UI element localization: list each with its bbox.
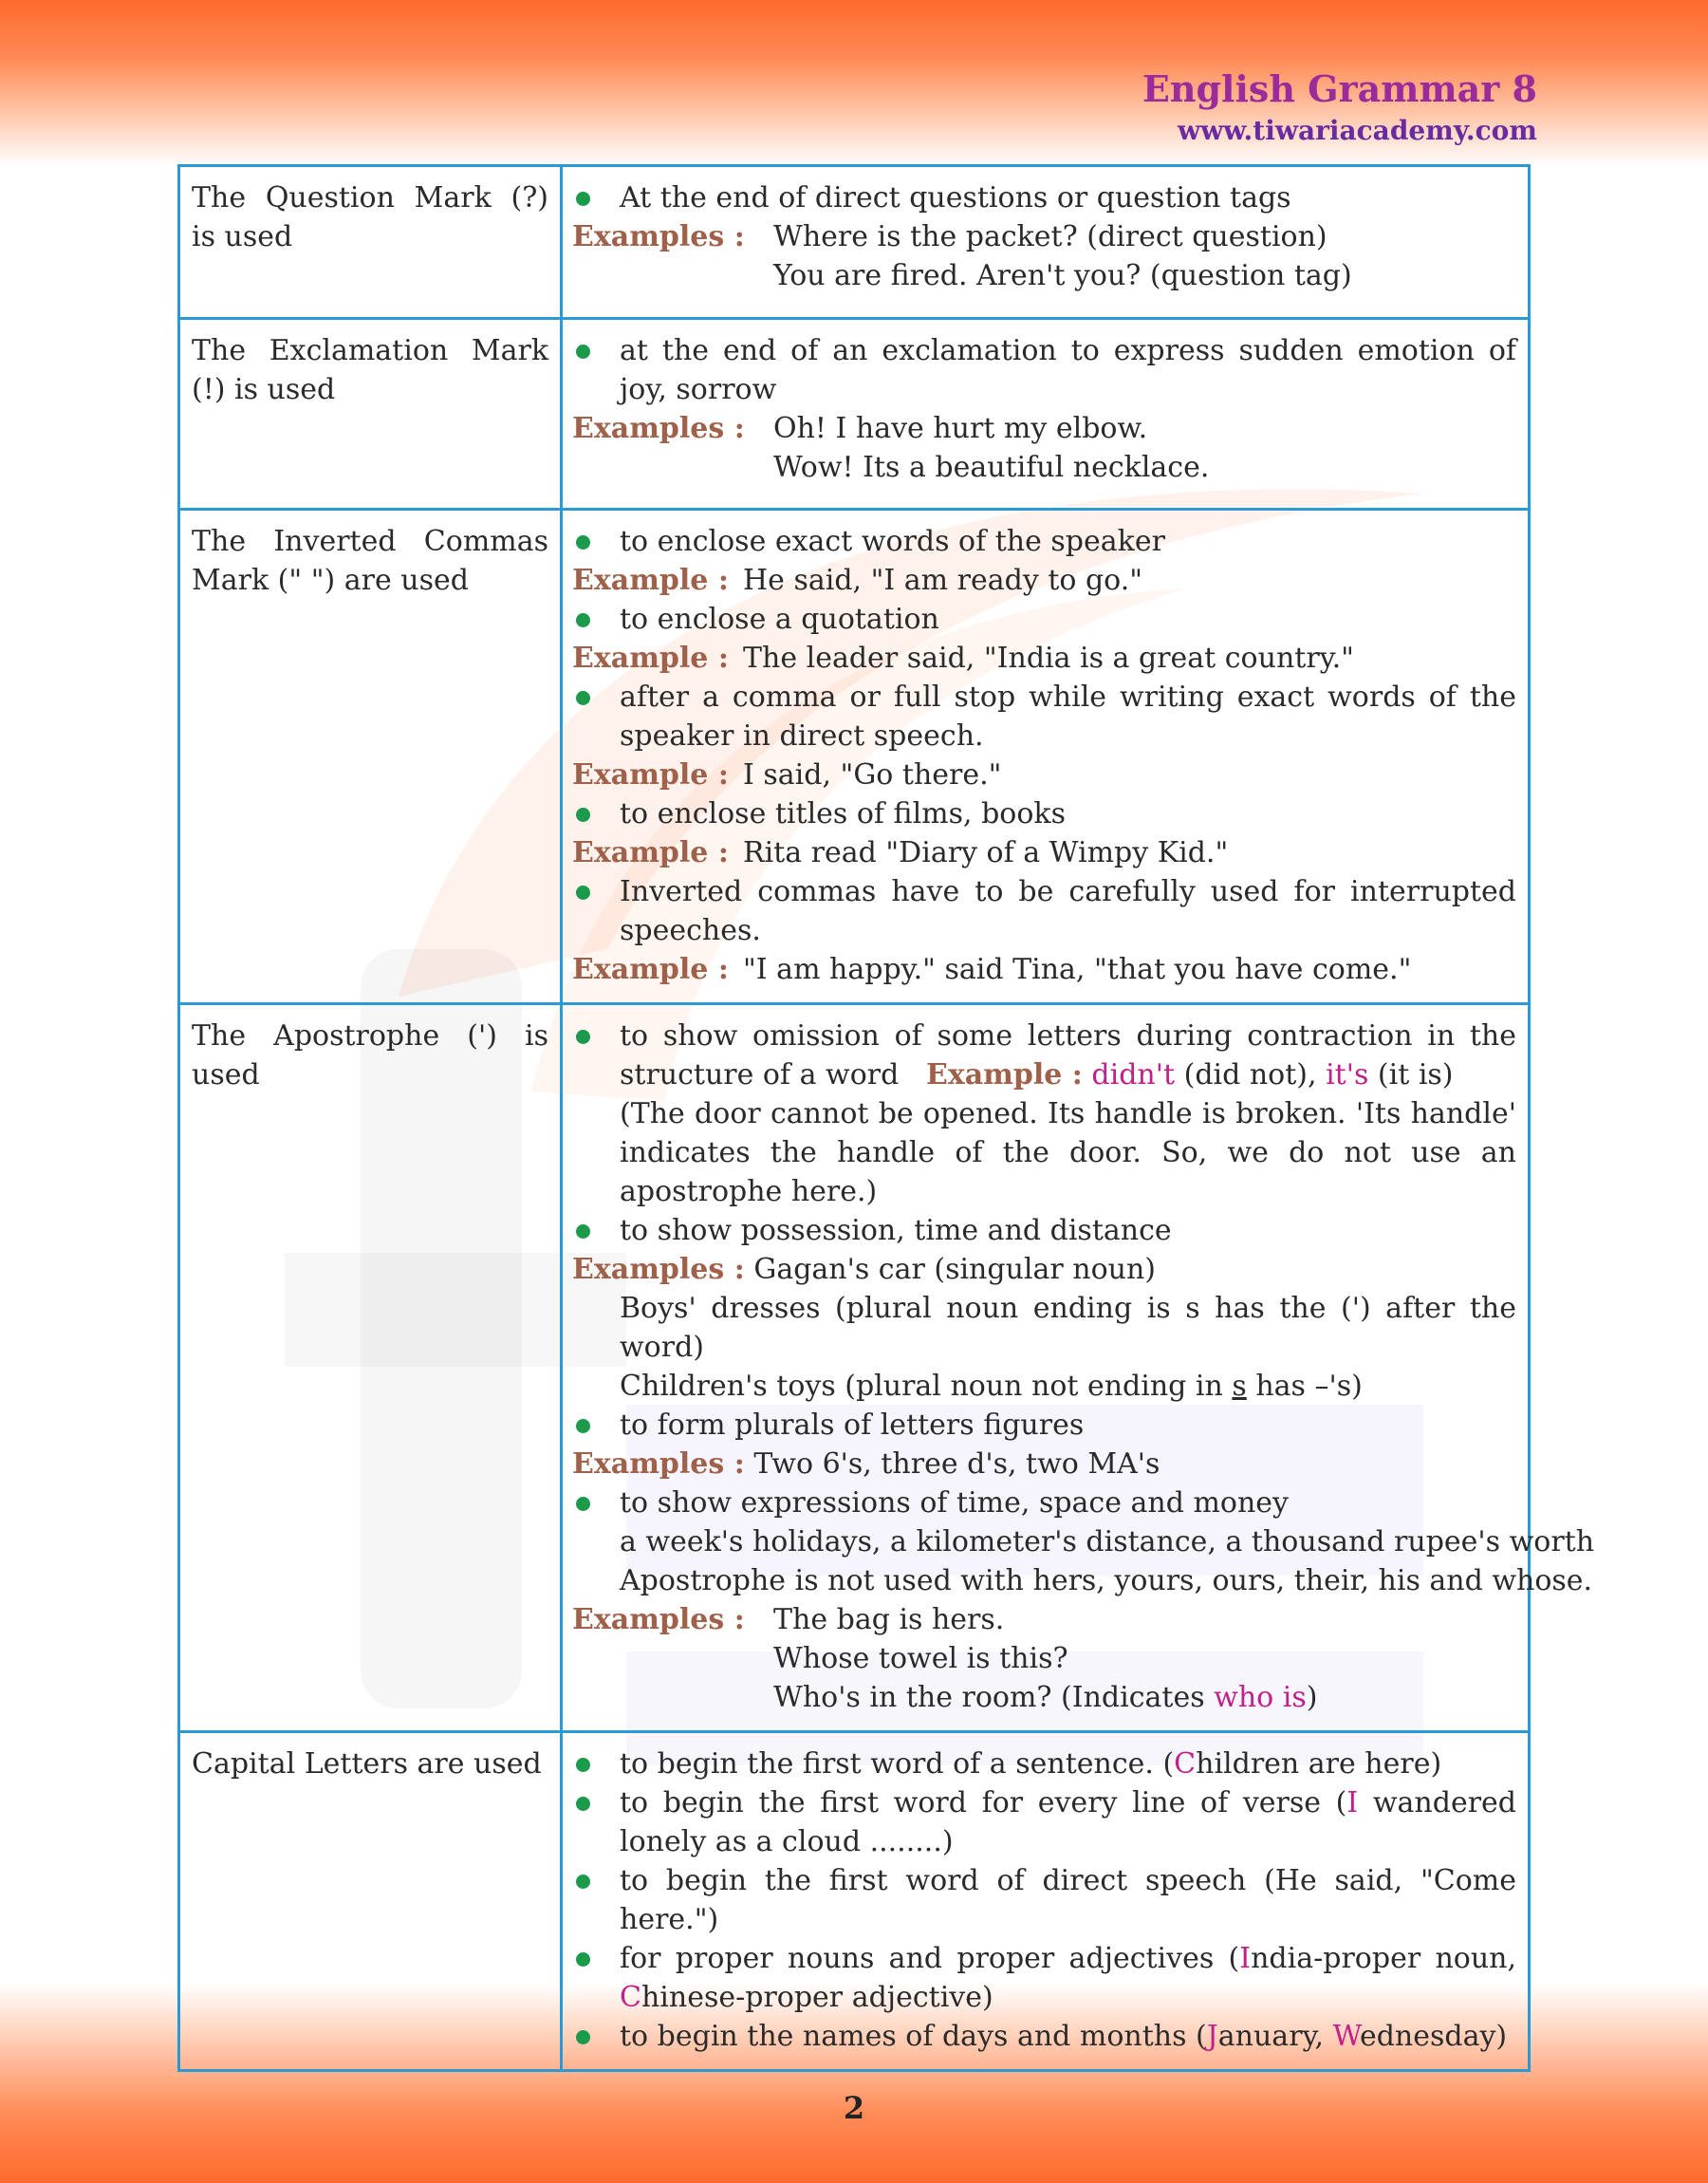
example-text: Two 6's, three d's, two MA's	[753, 1447, 1160, 1481]
capital-letters-usage	[562, 1732, 1530, 2071]
bullet-icon	[576, 1952, 590, 1967]
question-mark-label: The Question Mark (?) is used	[179, 166, 562, 319]
list-item: to show expressions of time, space and money	[572, 1483, 1516, 1522]
bullet-icon	[576, 1419, 590, 1433]
list-item: to begin the first word for every line of verse (I wandered lonely as a cloud ........)	[572, 1783, 1516, 1861]
example-text: Where is the packet? (direct question)	[773, 220, 1327, 253]
bullet-icon	[576, 1030, 590, 1044]
list-item: Inverted commas have to be carefully used for interrupted speeches.	[572, 872, 1516, 950]
examples-label: Examples :	[572, 412, 745, 445]
list-item: at the end of an exclamation to express sudden emotion of joy, sorrow	[572, 331, 1516, 409]
example-label: Example :	[572, 953, 729, 986]
table-row	[179, 166, 1530, 319]
table-row	[179, 1732, 1530, 2071]
page-number: 2	[843, 2090, 865, 2126]
example-label: Example :	[925, 1058, 1083, 1092]
example-text: He said, "I am ready to go."	[743, 564, 1143, 597]
example-label: Example :	[572, 564, 729, 597]
bullet-icon	[576, 1758, 590, 1772]
note-text: (The door cannot be opened. Its handle is broken. 'Its handle' indicates the handle of the door. So, we do not use an apostrophe here.)	[620, 1097, 1516, 1208]
example-text: "I am happy." said Tina, "that you have come."	[743, 953, 1412, 986]
punctuation-table	[177, 164, 1595, 2072]
example-text: Children's toys (plural noun not ending in s has –'s)	[620, 1370, 1363, 1403]
list-item: to show omission of some letters during contraction in the structure of a word Example : didn't (did not), it's (it is)	[572, 1017, 1516, 1094]
brand-url[interactable]: www.tiwariacademy.com	[1178, 115, 1537, 146]
example-text: Wow! Its a beautiful necklace.	[773, 451, 1210, 484]
example-text: a week's holidays, a kilometer's distance, a thousand rupee's worth	[620, 1525, 1595, 1558]
list-item: to enclose a quotation	[572, 600, 1516, 639]
example-text: The bag is hers.	[773, 1603, 1005, 1636]
bullet-icon	[576, 1875, 590, 1889]
apostrophe-usage	[562, 1004, 1595, 1732]
table-row	[179, 319, 1530, 510]
examples-label: Examples :	[572, 1447, 745, 1481]
bullet-icon	[576, 808, 590, 822]
example-label: Example :	[572, 836, 729, 869]
example-label: Example :	[572, 758, 729, 792]
examples-label: Examples :	[572, 1603, 745, 1636]
inverted-commas-label: The Inverted Commas Mark (" ") are used	[179, 510, 562, 1004]
list-item: to show possession, time and distance	[572, 1211, 1516, 1250]
list-item: At the end of direct questions or question tags	[572, 178, 1516, 217]
example-text: I said, "Go there."	[743, 758, 1002, 792]
list-item: after a comma or full stop while writing exact words of the speaker in direct speech.	[572, 678, 1516, 756]
list-item: to enclose exact words of the speaker	[572, 522, 1516, 561]
example-text: Who's in the room? (Indicates who is)	[773, 1681, 1318, 1714]
bullet-icon	[576, 691, 590, 705]
capital-letters-label: Capital Letters are used	[179, 1732, 562, 2071]
example-text: You are fired. Aren't you? (question tag)	[773, 259, 1352, 292]
bullet-icon	[576, 886, 590, 900]
list-item: to begin the names of days and months (January, Wednesday)	[572, 2017, 1516, 2056]
bullet-icon	[576, 345, 590, 359]
example-text: Gagan's car (singular noun)	[753, 1253, 1156, 1286]
inverted-commas-usage	[562, 510, 1530, 1004]
highlight-word: it's	[1326, 1058, 1369, 1092]
list-item: to begin the first word of a sentence. (Children are here)	[572, 1745, 1516, 1783]
list-item: to begin the first word of direct speech (He said, "Come here.")	[572, 1861, 1516, 1939]
example-text: Rita read "Diary of a Wimpy Kid."	[743, 836, 1229, 869]
example-text: Oh! I have hurt my elbow.	[773, 412, 1148, 445]
example-text: Whose towel is this?	[773, 1642, 1068, 1675]
brand-header	[1142, 66, 1537, 150]
bullet-icon	[576, 613, 590, 627]
list-item: to enclose titles of films, books	[572, 794, 1516, 833]
bullet-icon	[576, 535, 590, 550]
question-mark-usage	[562, 166, 1530, 319]
bullet-icon	[576, 2030, 590, 2044]
brand-title: English Grammar 8	[1142, 67, 1537, 110]
examples-label: Examples :	[572, 1253, 745, 1286]
bullet-icon	[576, 192, 590, 206]
apostrophe-label: The Apostrophe (') is used	[179, 1004, 562, 1732]
example-text: Boys' dresses (plural noun ending is s has the (') after the word)	[620, 1292, 1516, 1364]
bullet-icon	[576, 1797, 590, 1811]
exclamation-mark-usage	[562, 319, 1530, 510]
bullet-icon	[576, 1497, 590, 1511]
note-text: Apostrophe is not used with hers, yours, ours, their, his and whose.	[620, 1564, 1593, 1597]
bullet-icon	[576, 1224, 590, 1239]
example-label: Example :	[572, 642, 729, 675]
examples-label: Examples :	[572, 220, 745, 253]
example-text: The leader said, "India is a great country."	[743, 642, 1354, 675]
list-item: to form plurals of letters figures	[572, 1406, 1516, 1445]
table-row	[179, 510, 1530, 1004]
exclamation-mark-label: The Exclamation Mark (!) is used	[179, 319, 562, 510]
highlight-word: didn't	[1091, 1058, 1176, 1092]
highlight-word: who is	[1214, 1681, 1307, 1714]
list-item: for proper nouns and proper adjectives (India-proper noun, Chinese-proper adjective)	[572, 1939, 1516, 2017]
table-row	[179, 1004, 1530, 1732]
